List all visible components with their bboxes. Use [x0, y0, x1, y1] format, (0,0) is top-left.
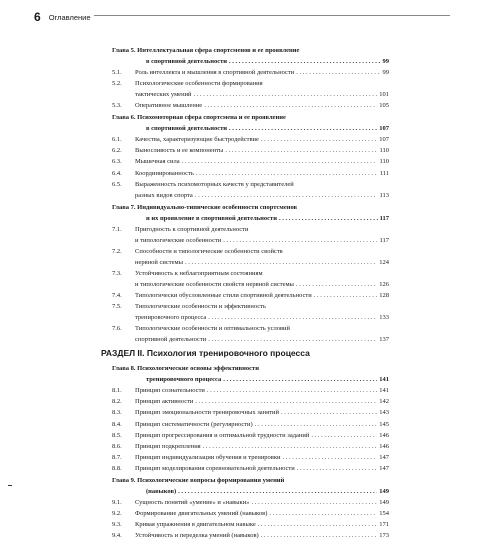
entry-number: 9.1.: [112, 498, 122, 506]
entry-title: Принцип индивидуализации обучения и тренировки: [135, 453, 281, 461]
entry-number: 5.1.: [112, 69, 122, 77]
entry-page-number: 113: [379, 191, 389, 199]
dot-leader: [223, 374, 377, 385]
entry-number: 7.1.: [112, 225, 122, 233]
toc-entry: [112, 279, 389, 290]
entry-number: 6.4.: [112, 169, 122, 177]
entry-title: Принцип сознательности: [135, 387, 205, 395]
entry-page-number: 133: [379, 314, 389, 322]
entry-title: и их проявление в спортивной деятельности: [146, 214, 277, 222]
entry-title: Формирование двигательных умений (навыков): [135, 509, 268, 517]
dot-leader: [258, 519, 378, 530]
dot-leader: [196, 168, 378, 179]
toc-entry: [112, 268, 389, 279]
entry-page-number: 146: [379, 431, 389, 439]
toc-entry: [112, 452, 389, 463]
header-rule: [94, 15, 450, 16]
dot-leader: [208, 312, 377, 323]
entry-page-number: 126: [379, 280, 389, 288]
entry-title: Мышечная сила: [135, 158, 180, 166]
entry-page-number: 141: [379, 376, 389, 384]
entry-title: Оперативное мышление: [135, 102, 203, 110]
dot-leader: [182, 156, 378, 167]
toc-entry: [112, 441, 389, 452]
dot-leader: [195, 190, 378, 201]
entry-number: 8.2.: [112, 398, 122, 406]
dot-leader: [314, 290, 378, 301]
entry-number: 8.4.: [112, 420, 122, 428]
toc-entry: [112, 246, 389, 257]
toc-entry: [112, 156, 389, 167]
entry-page-number: 117: [379, 236, 389, 244]
entry-page-number: 171: [379, 520, 389, 528]
toc-chapter-line: [112, 56, 389, 67]
corner-mark: [8, 482, 12, 486]
toc-entry: [112, 89, 389, 100]
entry-title: Типологические особенности и эффективность: [135, 303, 266, 311]
entry-title: Принцип прогрессирования и оптимальной трудности заданий: [135, 431, 310, 439]
entry-page-number: 110: [379, 147, 389, 155]
section-title: Оглавление: [48, 12, 91, 22]
entry-page-number: 124: [379, 258, 389, 266]
dot-leader: [208, 334, 377, 345]
part-heading-label: РАЗДЕЛ II. Психология тренировочного процесса: [101, 348, 310, 359]
entry-number: 7.2.: [112, 247, 122, 255]
entry-number: 8.6.: [112, 442, 122, 450]
entry-title: Выносливость и ее компоненты: [135, 147, 224, 155]
entry-page-number: 111: [379, 169, 389, 177]
dot-leader: [261, 530, 378, 541]
entry-title: Глава 5. Интеллектуальная сфера спортсменов и ее проявление: [112, 47, 300, 54]
entry-title: нервной системы: [135, 258, 183, 266]
dot-leader: [204, 100, 377, 111]
toc-entry: [112, 67, 389, 78]
entry-title: Принцип активности: [135, 398, 194, 406]
dot-leader: [229, 56, 380, 67]
entry-number: 9.4.: [112, 531, 122, 539]
dot-leader: [281, 407, 377, 418]
dot-leader: [296, 67, 380, 78]
running-header: [34, 10, 91, 24]
entry-title: (навыков): [146, 487, 177, 495]
dot-leader: [178, 486, 377, 497]
entry-number: 8.1.: [112, 387, 122, 395]
entry-number: 6.2.: [112, 147, 122, 155]
entry-title: Качества, характеризующие быстродействие: [135, 136, 259, 144]
entry-title: в спортивной деятельности: [146, 58, 228, 66]
entry-number: 7.6.: [112, 325, 122, 333]
entry-title: Сущность понятий «умение» и «навыки»: [135, 498, 250, 506]
dot-leader: [194, 89, 378, 100]
toc-entry: [112, 430, 389, 441]
part-heading: [101, 348, 389, 362]
entry-page-number: 145: [379, 420, 389, 428]
entry-page-number: 146: [379, 442, 389, 450]
entry-number: 9.3.: [112, 520, 122, 528]
entry-number: 8.5.: [112, 431, 122, 439]
entry-page-number: 137: [379, 336, 389, 344]
entry-number: 6.3.: [112, 158, 122, 166]
toc-entry: [112, 290, 389, 301]
toc-entry: [112, 190, 389, 201]
toc-chapter-line: [112, 486, 389, 497]
dot-leader: [251, 497, 377, 508]
toc-chapter-line: [112, 374, 389, 385]
entry-title: Координированность: [135, 169, 194, 177]
dot-leader: [203, 441, 378, 452]
entry-title: Роль интеллекта и мышления в спортивной деятельности: [135, 69, 295, 77]
dot-leader: [185, 257, 377, 268]
entry-title: Пригодность к спортивной деятельности: [135, 225, 249, 233]
toc-entry: [112, 334, 389, 345]
toc-entry: [112, 385, 389, 396]
dot-leader: [283, 452, 378, 463]
entry-title: Способности и типологические особенности свойств: [135, 247, 283, 255]
dot-leader: [279, 213, 378, 224]
table-of-contents: [101, 44, 389, 541]
entry-title: Принцип эмоциональности тренировочных занятий: [135, 409, 279, 417]
entry-page-number: 173: [379, 531, 389, 539]
entry-number: 6.5.: [112, 180, 122, 188]
toc-entry: [112, 235, 389, 246]
dot-leader: [255, 419, 378, 430]
entry-title: Принцип моделирования соревновательной деятельности: [135, 464, 295, 472]
toc-entry: [112, 396, 389, 407]
dot-leader: [261, 134, 377, 145]
entry-page-number: 154: [379, 509, 389, 517]
entry-title: Устойчивость и переделка умений (навыков): [135, 531, 259, 539]
toc-entry: [112, 78, 389, 89]
toc-entry: [112, 179, 389, 190]
entry-title: Психологические особенности формирования: [135, 80, 263, 88]
entry-title: тактических умений: [135, 91, 192, 99]
toc-entry: [112, 497, 389, 508]
toc-entry: [112, 519, 389, 530]
entry-number: 7.5.: [112, 303, 122, 311]
entry-number: 8.3.: [112, 409, 122, 417]
page-number: 6: [34, 10, 41, 24]
entry-title: Принцип подкрепления: [135, 442, 201, 450]
entry-number: 8.7.: [112, 453, 122, 461]
entry-number: 7.4.: [112, 292, 122, 300]
dot-leader: [223, 235, 377, 246]
entry-number: 5.2.: [112, 80, 122, 88]
dot-leader: [296, 279, 377, 290]
toc-chapter-line: [112, 45, 389, 56]
dot-leader: [297, 463, 378, 474]
toc-chapter-line: [112, 363, 389, 374]
entry-page-number: 147: [379, 464, 389, 472]
dot-leader: [207, 385, 377, 396]
entry-title: Глава 8. Психологические основы эффективности: [112, 365, 259, 373]
entry-title: тренировочного процесса: [146, 376, 222, 384]
toc-chapter-line: [112, 123, 389, 134]
toc-entry: [112, 508, 389, 519]
entry-title: и типологические особенности свойств нервной системы: [135, 280, 294, 288]
entry-title: в спортивной деятельности: [146, 125, 228, 133]
dot-leader: [195, 396, 377, 407]
entry-title: Типологически обусловленные стили спортивной деятельности: [135, 292, 312, 300]
entry-page-number: 110: [379, 158, 389, 166]
entry-page-number: 105: [379, 102, 389, 110]
entry-page-number: 99: [382, 69, 389, 77]
toc-entry: [112, 134, 389, 145]
toc-entry: [112, 323, 389, 334]
entry-page-number: 149: [379, 498, 389, 506]
toc-chapter-line: [112, 112, 389, 123]
dot-leader: [225, 145, 377, 156]
toc-entry: [112, 312, 389, 323]
toc-entry: [112, 100, 389, 111]
entry-page-number: 128: [379, 292, 389, 300]
entry-title: Глава 7. Индивидуально-типические особенности спортсменов: [112, 203, 298, 211]
entry-title: Принцип систематичности (регулярности): [135, 420, 253, 428]
entry-page-number: 99: [382, 58, 389, 66]
toc-entry: [112, 224, 389, 235]
toc-entry: [112, 168, 389, 179]
entry-title: разных видов спорта: [135, 191, 193, 199]
entry-title: Глава 9. Психологические вопросы формирования умений: [112, 476, 285, 484]
entry-title: Устойчивость к неблагоприятным состояниям: [135, 269, 263, 277]
entry-page-number: 107: [379, 125, 389, 133]
toc-entry: [112, 407, 389, 418]
toc-entry: [112, 419, 389, 430]
toc-entry: [112, 463, 389, 474]
toc-chapter-line: [112, 202, 389, 213]
entry-title: Глава 6. Психомоторная сфера спортсмена и ее проявление: [112, 114, 286, 122]
toc-chapter-line: [112, 475, 389, 486]
entry-page-number: 147: [379, 453, 389, 461]
toc-chapter-line: [112, 213, 389, 224]
dot-leader: [229, 123, 377, 134]
entry-title: спортивной деятельности: [135, 336, 207, 344]
entry-page-number: 117: [379, 214, 389, 222]
entry-page-number: 143: [379, 409, 389, 417]
entry-number: 9.2.: [112, 509, 122, 517]
entry-page-number: 142: [379, 398, 389, 406]
entry-page-number: 149: [379, 487, 389, 495]
toc-entry: [112, 301, 389, 312]
entry-title: Кривая упражнения в двигательном навыке: [135, 520, 256, 528]
entry-number: 6.1.: [112, 136, 122, 144]
entry-number: 8.8.: [112, 464, 122, 472]
dot-leader: [311, 430, 377, 441]
entry-title: Выраженность психомоторных качеств у представителей: [135, 180, 294, 188]
entry-page-number: 107: [379, 136, 389, 144]
toc-entry: [112, 530, 389, 541]
entry-page-number: 141: [379, 387, 389, 395]
toc-entry: [112, 257, 389, 268]
entry-page-number: 101: [379, 91, 389, 99]
entry-number: 7.3.: [112, 269, 122, 277]
entry-title: и типологические особенности: [135, 236, 222, 244]
entry-title: Типологические особенности и оптимальность условий: [135, 325, 290, 333]
entry-title: тренировочного процесса: [135, 314, 207, 322]
dot-leader: [269, 508, 377, 519]
toc-entry: [112, 145, 389, 156]
entry-number: 5.3.: [112, 102, 122, 110]
